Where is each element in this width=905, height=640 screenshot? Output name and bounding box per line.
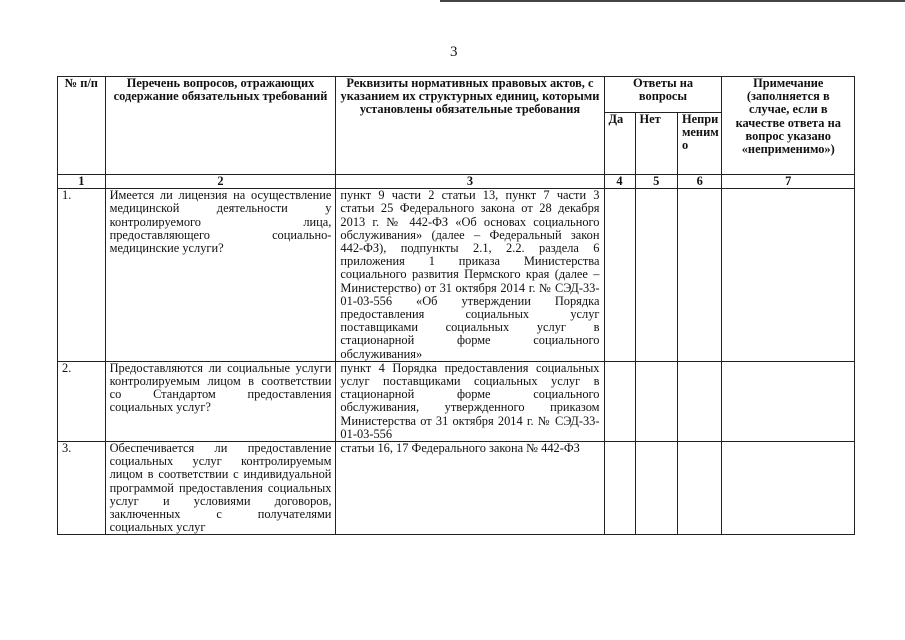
answer-no-cell[interactable]: [635, 361, 677, 441]
column-number: 6: [677, 175, 722, 189]
header-row: [58, 77, 855, 113]
column-number: 1: [58, 175, 106, 189]
row-requisites: пункт 4 Порядка предоставления социальных услуг поставщиками социальных услуг в стационарной форме социального обслуживания, утвержденного приказом Министерства от 31 октября 2014 г. № СЭД-33-01-03-556: [336, 361, 604, 441]
header-yes: Да: [604, 113, 635, 175]
header-num: № п/п: [58, 77, 106, 175]
row-question: Имеется ли лицензия на осуществление медицинской деятельности у контролируемого лица, предоставляющего социально-медицинские услуги?: [105, 189, 336, 362]
answer-no-cell[interactable]: [635, 189, 677, 362]
answer-na-cell[interactable]: [677, 189, 722, 362]
checklist-table: [57, 76, 855, 535]
answer-yes-cell[interactable]: [604, 442, 635, 535]
answer-yes-cell[interactable]: [604, 189, 635, 362]
row-requisites: пункт 9 части 2 статьи 13, пункт 7 части 3 статьи 25 Федерального закона от 28 декабря 2013 г. № 442-ФЗ «Об основах социального обслуживания» (далее – Федеральный закон 442-ФЗ), подпункты 2.1, 2.2. раздела 6 приложения 1 приказа Министерства социального развития Пермского края (далее – Министерство) от 31 октября 2014 г. № СЭД-33-01-03-556 «Об утверждении Порядка предоставления социальных услуг поставщиками социальных услуг в стационарной форме социального обслуживания»: [336, 189, 604, 362]
row-number: 1.: [58, 189, 106, 362]
header-na: Непри меним о: [677, 113, 722, 175]
table-row: [58, 442, 855, 535]
answer-na-cell[interactable]: [677, 442, 722, 535]
page-number: 3: [450, 44, 458, 60]
header-answers: Ответы на вопросы: [604, 77, 722, 113]
row-number: 3.: [58, 442, 106, 535]
column-number: 2: [105, 175, 336, 189]
column-number: 7: [722, 175, 855, 189]
column-number: 4: [604, 175, 635, 189]
header-requisites: Реквизиты нормативных правовых актов, с указанием их структурных единиц, которыми установлены обязательные требования: [336, 77, 604, 175]
row-question: Предоставляются ли социальные услуги контролируемым лицом в соответствии со Стандартом предоставления социальных услуг?: [105, 361, 336, 441]
column-number: 3: [336, 175, 604, 189]
column-number-row: [58, 175, 855, 189]
header-no: Нет: [635, 113, 677, 175]
header-questions: Перечень вопросов, отражающих содержание обязательных требований: [105, 77, 336, 175]
header-note: Примечание (заполняется в случае, если в качестве ответа на вопрос указано «неприменимо»): [722, 77, 855, 175]
note-cell[interactable]: [722, 361, 855, 441]
table-row: [58, 361, 855, 441]
answer-na-cell[interactable]: [677, 361, 722, 441]
column-number: 5: [635, 175, 677, 189]
row-question: Обеспечивается ли предоставление социальных услуг контролируемым лицом в соответствии с индивидуальной программой предоставления социальных услуг и условиями договоров, заключенных с получателями социальных услуг: [105, 442, 336, 535]
table-row: [58, 189, 855, 362]
note-cell[interactable]: [722, 189, 855, 362]
top-border-line: [440, 0, 905, 2]
answer-yes-cell[interactable]: [604, 361, 635, 441]
answer-no-cell[interactable]: [635, 442, 677, 535]
note-cell[interactable]: [722, 442, 855, 535]
row-number: 2.: [58, 361, 106, 441]
row-requisites: статьи 16, 17 Федерального закона № 442-ФЗ: [336, 442, 604, 535]
